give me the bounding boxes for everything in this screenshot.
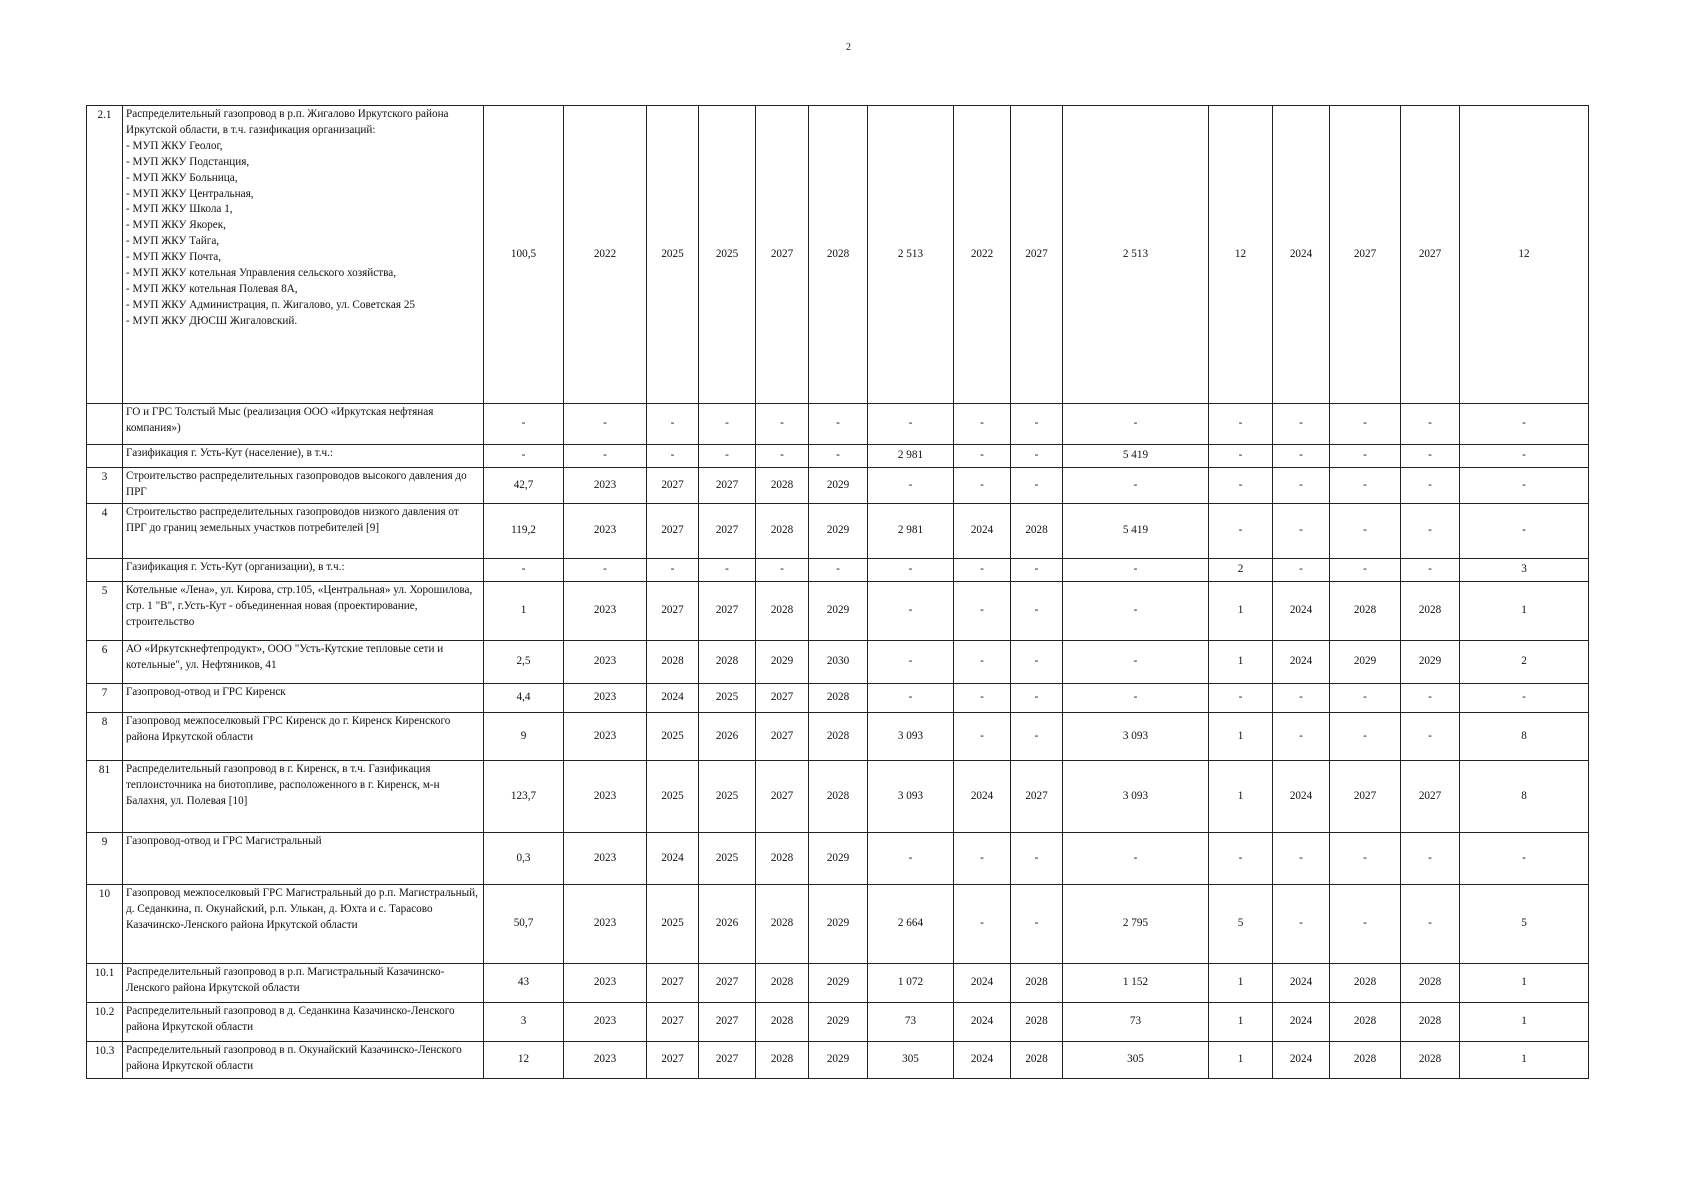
value-cell: - <box>1401 468 1460 504</box>
row-number-cell: 10.3 <box>87 1042 123 1079</box>
value-cell: 1 152 <box>1063 964 1209 1003</box>
value-cell: 2027 <box>699 582 756 641</box>
value-cell: 12 <box>484 1042 564 1079</box>
object-name-cell: ГО и ГРС Толстый Мыс (реализация ООО «Иркутская нефтяная компания») <box>123 404 484 445</box>
table-row <box>87 1003 1589 1042</box>
object-name-cell: Строительство распределительных газопроводов высокого давления до ПРГ <box>123 468 484 504</box>
value-cell: 2028 <box>1330 1042 1401 1079</box>
value-cell: - <box>1330 404 1401 445</box>
table-body <box>87 106 1589 1079</box>
value-cell: 2029 <box>1401 641 1460 684</box>
value-cell: 2028 <box>1011 1003 1063 1042</box>
object-name-cell: Газопровод межпоселковый ГРС Магистральный до р.п. Магистральный, д. Седанкина, п. Окунайский, р.п. Улькан, д. Юхта и с. Тарасово Казачинско-Ленского района Иркутской области <box>123 885 484 964</box>
row-number-cell <box>87 445 123 468</box>
value-cell: 2028 <box>809 684 868 713</box>
value-cell: 2028 <box>756 1003 809 1042</box>
value-cell: - <box>1209 504 1273 559</box>
value-cell: - <box>484 404 564 445</box>
value-cell: 43 <box>484 964 564 1003</box>
value-cell: - <box>1273 559 1330 582</box>
value-cell: - <box>868 641 954 684</box>
value-cell: 2023 <box>564 761 647 833</box>
value-cell: 2024 <box>954 504 1011 559</box>
value-cell: - <box>1330 713 1401 761</box>
object-name-cell: Газопровод-отвод и ГРС Киренск <box>123 684 484 713</box>
table-row <box>87 1042 1589 1079</box>
value-cell: - <box>1273 684 1330 713</box>
value-cell: 8 <box>1460 761 1589 833</box>
value-cell: 2029 <box>809 468 868 504</box>
value-cell: 1 <box>484 582 564 641</box>
value-cell: 50,7 <box>484 885 564 964</box>
value-cell: 1 <box>1460 1003 1589 1042</box>
value-cell: - <box>756 559 809 582</box>
value-cell: - <box>1401 504 1460 559</box>
value-cell: 2 795 <box>1063 885 1209 964</box>
value-cell: - <box>954 559 1011 582</box>
value-cell: 2026 <box>699 885 756 964</box>
value-cell: 2023 <box>564 504 647 559</box>
value-cell: 2023 <box>564 1003 647 1042</box>
value-cell: 1 <box>1209 761 1273 833</box>
value-cell: 12 <box>1460 106 1589 404</box>
value-cell: 2029 <box>809 833 868 885</box>
value-cell: - <box>868 559 954 582</box>
value-cell: - <box>1063 404 1209 445</box>
value-cell: 2024 <box>647 833 699 885</box>
value-cell: - <box>1011 713 1063 761</box>
value-cell: 2023 <box>564 964 647 1003</box>
table-row <box>87 404 1589 445</box>
value-cell: 2022 <box>954 106 1011 404</box>
value-cell: 1 <box>1209 582 1273 641</box>
value-cell: 8 <box>1460 713 1589 761</box>
object-name-cell: АО «Иркутскнефтепродукт», ООО "Усть-Кутские тепловые сети и котельные", ул. Нефтяников, 41 <box>123 641 484 684</box>
value-cell: - <box>1209 404 1273 445</box>
value-cell: 305 <box>868 1042 954 1079</box>
value-cell: 2025 <box>647 713 699 761</box>
value-cell: 2027 <box>647 1042 699 1079</box>
value-cell: 2027 <box>699 468 756 504</box>
value-cell: 2025 <box>647 761 699 833</box>
value-cell: - <box>647 559 699 582</box>
row-number-cell: 6 <box>87 641 123 684</box>
value-cell: 2028 <box>809 713 868 761</box>
value-cell: - <box>868 468 954 504</box>
value-cell: - <box>1011 684 1063 713</box>
object-name-cell: Газификация г. Усть-Кут (организации), в т.ч.: <box>123 559 484 582</box>
value-cell: - <box>1401 559 1460 582</box>
table-row <box>87 833 1589 885</box>
value-cell: 3 093 <box>1063 713 1209 761</box>
value-cell: 2023 <box>564 641 647 684</box>
value-cell: - <box>1460 684 1589 713</box>
table-row <box>87 684 1589 713</box>
value-cell: - <box>1011 641 1063 684</box>
value-cell: 2024 <box>1273 582 1330 641</box>
value-cell: - <box>809 404 868 445</box>
value-cell: - <box>1460 504 1589 559</box>
value-cell: - <box>1273 885 1330 964</box>
value-cell: 2024 <box>954 1042 1011 1079</box>
value-cell: 2027 <box>756 761 809 833</box>
value-cell: 2028 <box>1401 1042 1460 1079</box>
table-row <box>87 468 1589 504</box>
value-cell: 1 <box>1209 1003 1273 1042</box>
value-cell: 2024 <box>647 684 699 713</box>
value-cell: 2027 <box>647 582 699 641</box>
value-cell: 2028 <box>647 641 699 684</box>
row-number-cell: 9 <box>87 833 123 885</box>
value-cell: 2027 <box>1011 106 1063 404</box>
value-cell: 2028 <box>756 468 809 504</box>
value-cell: - <box>954 713 1011 761</box>
value-cell: 2027 <box>1401 761 1460 833</box>
value-cell: - <box>1063 684 1209 713</box>
value-cell: - <box>1063 582 1209 641</box>
object-name-cell: Котельные «Лена», ул. Кирова, стр.105, «Центральная» ул. Хорошилова, стр. 1 "В", г.Усть-Кут - объединенная новая (проектирование, строительство <box>123 582 484 641</box>
value-cell: - <box>1401 445 1460 468</box>
value-cell: - <box>1063 641 1209 684</box>
value-cell: - <box>484 559 564 582</box>
value-cell: 2027 <box>647 964 699 1003</box>
gas-pipeline-table <box>86 105 1589 1079</box>
value-cell: 2029 <box>1330 641 1401 684</box>
value-cell: - <box>1273 468 1330 504</box>
value-cell: 2028 <box>1330 964 1401 1003</box>
value-cell: - <box>1330 445 1401 468</box>
value-cell: 2023 <box>564 885 647 964</box>
value-cell: - <box>1273 445 1330 468</box>
value-cell: 2 513 <box>868 106 954 404</box>
value-cell: 2 981 <box>868 504 954 559</box>
row-number-cell: 7 <box>87 684 123 713</box>
value-cell: 2028 <box>1011 1042 1063 1079</box>
table-row <box>87 761 1589 833</box>
value-cell: 9 <box>484 713 564 761</box>
value-cell: - <box>647 445 699 468</box>
value-cell: - <box>1330 885 1401 964</box>
value-cell: 2027 <box>699 1003 756 1042</box>
value-cell: 2 <box>1209 559 1273 582</box>
row-number-cell: 10.2 <box>87 1003 123 1042</box>
value-cell: 2028 <box>756 582 809 641</box>
row-number-cell <box>87 559 123 582</box>
value-cell: - <box>1011 468 1063 504</box>
object-name-cell: Распределительный газопровод в р.п. Магистральный Казачинско-Ленского района Иркутской области <box>123 964 484 1003</box>
value-cell: 2,5 <box>484 641 564 684</box>
value-cell: - <box>1401 833 1460 885</box>
table-row <box>87 504 1589 559</box>
object-name-cell: Газификация г. Усть-Кут (население), в т.ч.: <box>123 445 484 468</box>
value-cell: 2027 <box>1330 761 1401 833</box>
object-name-cell: Распределительный газопровод в д. Седанкина Казачинско-Ленского района Иркутской области <box>123 1003 484 1042</box>
value-cell: - <box>809 559 868 582</box>
value-cell: 2029 <box>809 885 868 964</box>
value-cell: 2027 <box>699 1042 756 1079</box>
value-cell: 3 093 <box>868 713 954 761</box>
table-row <box>87 641 1589 684</box>
value-cell: 2030 <box>809 641 868 684</box>
value-cell: - <box>1273 504 1330 559</box>
row-number-cell: 3 <box>87 468 123 504</box>
value-cell: 1 <box>1460 582 1589 641</box>
value-cell: 2024 <box>954 1003 1011 1042</box>
value-cell: 3 <box>1460 559 1589 582</box>
value-cell: 73 <box>868 1003 954 1042</box>
value-cell: - <box>1460 445 1589 468</box>
value-cell: 2027 <box>647 504 699 559</box>
value-cell: - <box>1330 468 1401 504</box>
value-cell: 1 072 <box>868 964 954 1003</box>
value-cell: - <box>868 404 954 445</box>
value-cell: - <box>954 582 1011 641</box>
value-cell: 2027 <box>699 504 756 559</box>
value-cell: 2028 <box>756 504 809 559</box>
value-cell: - <box>699 559 756 582</box>
value-cell: 5 <box>1209 885 1273 964</box>
value-cell: 2028 <box>1401 1003 1460 1042</box>
value-cell: - <box>1330 559 1401 582</box>
value-cell: 2025 <box>699 106 756 404</box>
value-cell: 2023 <box>564 833 647 885</box>
row-number-cell: 5 <box>87 582 123 641</box>
value-cell: 2027 <box>1330 106 1401 404</box>
value-cell: - <box>1011 833 1063 885</box>
value-cell: 2029 <box>809 504 868 559</box>
value-cell: 2 513 <box>1063 106 1209 404</box>
value-cell: 2028 <box>756 833 809 885</box>
value-cell: 2027 <box>647 1003 699 1042</box>
value-cell: - <box>1401 684 1460 713</box>
value-cell: 2028 <box>1401 964 1460 1003</box>
value-cell: - <box>954 833 1011 885</box>
value-cell: - <box>1460 404 1589 445</box>
value-cell: 2022 <box>564 106 647 404</box>
value-cell: 2025 <box>647 885 699 964</box>
value-cell: - <box>1011 445 1063 468</box>
value-cell: 2028 <box>1330 582 1401 641</box>
row-number-cell: 10 <box>87 885 123 964</box>
value-cell: 2024 <box>1273 1042 1330 1079</box>
value-cell: - <box>1011 885 1063 964</box>
value-cell: - <box>1401 713 1460 761</box>
value-cell: - <box>1401 885 1460 964</box>
value-cell: - <box>647 404 699 445</box>
row-number-cell <box>87 404 123 445</box>
value-cell: - <box>1063 468 1209 504</box>
value-cell: 2027 <box>1401 106 1460 404</box>
value-cell: 2025 <box>699 833 756 885</box>
table-row <box>87 106 1589 404</box>
row-number-cell: 4 <box>87 504 123 559</box>
row-number-cell: 10.1 <box>87 964 123 1003</box>
value-cell: - <box>564 404 647 445</box>
value-cell: 2029 <box>809 1003 868 1042</box>
value-cell: - <box>484 445 564 468</box>
value-cell: 2027 <box>1011 761 1063 833</box>
value-cell: 2029 <box>809 964 868 1003</box>
value-cell: - <box>954 468 1011 504</box>
value-cell: 2026 <box>699 713 756 761</box>
row-number-cell: 81 <box>87 761 123 833</box>
value-cell: - <box>1011 404 1063 445</box>
value-cell: 100,5 <box>484 106 564 404</box>
value-cell: 2024 <box>954 761 1011 833</box>
value-cell: - <box>699 404 756 445</box>
value-cell: 0,3 <box>484 833 564 885</box>
value-cell: 2027 <box>647 468 699 504</box>
value-cell: 3 <box>484 1003 564 1042</box>
value-cell: 2028 <box>699 641 756 684</box>
value-cell: 2028 <box>809 761 868 833</box>
value-cell: 2023 <box>564 1042 647 1079</box>
value-cell: 2027 <box>756 106 809 404</box>
value-cell: 2023 <box>564 713 647 761</box>
value-cell: 42,7 <box>484 468 564 504</box>
page-number: 2 <box>846 42 851 53</box>
value-cell: - <box>1273 404 1330 445</box>
value-cell: - <box>1460 468 1589 504</box>
value-cell: - <box>1011 559 1063 582</box>
value-cell: 2024 <box>1273 1003 1330 1042</box>
value-cell: 4,4 <box>484 684 564 713</box>
value-cell: 2 664 <box>868 885 954 964</box>
value-cell: 2025 <box>699 761 756 833</box>
value-cell: 2 <box>1460 641 1589 684</box>
value-cell: 2027 <box>699 964 756 1003</box>
table-row <box>87 713 1589 761</box>
value-cell: - <box>1330 504 1401 559</box>
value-cell: - <box>1209 445 1273 468</box>
value-cell: 1 <box>1209 964 1273 1003</box>
value-cell: 2024 <box>1273 106 1330 404</box>
value-cell: 3 093 <box>868 761 954 833</box>
value-cell: - <box>1063 559 1209 582</box>
object-name-cell: Распределительный газопровод в г. Киренск, в т.ч. Газификация теплоисточника на биотопливе, расположенного в г. Киренск, м-н Балахня, ул. Полевая [10] <box>123 761 484 833</box>
value-cell: 2029 <box>756 641 809 684</box>
value-cell: - <box>1273 833 1330 885</box>
value-cell: - <box>1209 833 1273 885</box>
value-cell: 2028 <box>756 885 809 964</box>
row-number-cell: 8 <box>87 713 123 761</box>
value-cell: 2023 <box>564 582 647 641</box>
value-cell: - <box>564 445 647 468</box>
value-cell: - <box>756 404 809 445</box>
value-cell: - <box>1273 713 1330 761</box>
value-cell: - <box>868 684 954 713</box>
value-cell: 2024 <box>1273 641 1330 684</box>
value-cell: - <box>868 582 954 641</box>
value-cell: 2028 <box>809 106 868 404</box>
value-cell: - <box>1330 684 1401 713</box>
value-cell: 2029 <box>809 582 868 641</box>
value-cell: - <box>954 641 1011 684</box>
value-cell: 2027 <box>756 684 809 713</box>
value-cell: - <box>1330 833 1401 885</box>
value-cell: 2028 <box>1011 504 1063 559</box>
value-cell: 123,7 <box>484 761 564 833</box>
value-cell: - <box>756 445 809 468</box>
object-name-cell: Газопровод межпоселковый ГРС Киренск до г. Киренск Киренского района Иркутской области <box>123 713 484 761</box>
value-cell: 3 093 <box>1063 761 1209 833</box>
value-cell: 119,2 <box>484 504 564 559</box>
value-cell: - <box>954 445 1011 468</box>
value-cell: 12 <box>1209 106 1273 404</box>
table-row <box>87 559 1589 582</box>
value-cell: 2024 <box>954 964 1011 1003</box>
value-cell: 2029 <box>809 1042 868 1079</box>
value-cell: 2025 <box>699 684 756 713</box>
value-cell: - <box>1460 833 1589 885</box>
value-cell: 2028 <box>1401 582 1460 641</box>
value-cell: - <box>954 404 1011 445</box>
value-cell: 5 419 <box>1063 504 1209 559</box>
value-cell: 2023 <box>564 684 647 713</box>
value-cell: - <box>564 559 647 582</box>
value-cell: - <box>954 684 1011 713</box>
value-cell: 2024 <box>1273 964 1330 1003</box>
value-cell: - <box>1209 684 1273 713</box>
value-cell: - <box>699 445 756 468</box>
value-cell: 2027 <box>756 713 809 761</box>
row-number-cell: 2.1 <box>87 106 123 404</box>
value-cell: 5 <box>1460 885 1589 964</box>
object-name-cell: Газопровод-отвод и ГРС Магистральный <box>123 833 484 885</box>
table-row <box>87 582 1589 641</box>
value-cell: 2028 <box>756 964 809 1003</box>
value-cell: 2023 <box>564 468 647 504</box>
value-cell: 2028 <box>1011 964 1063 1003</box>
value-cell: 1 <box>1209 641 1273 684</box>
value-cell: - <box>809 445 868 468</box>
value-cell: 5 419 <box>1063 445 1209 468</box>
value-cell: - <box>954 885 1011 964</box>
value-cell: 1 <box>1460 1042 1589 1079</box>
table-row <box>87 885 1589 964</box>
value-cell: 1 <box>1460 964 1589 1003</box>
object-name-cell: Распределительный газопровод в р.п. Жигалово Иркутского района Иркутской области, в т.ч. газификация организаций: - МУП ЖКУ Геолог, - МУП ЖКУ Подстанция, - МУП ЖКУ Больница, - МУП ЖКУ Центральная, - МУП ЖКУ Школа 1, - МУП ЖКУ Якорек, - МУП ЖКУ Тайга, - МУП ЖКУ Почта, - МУП ЖКУ котельная Управления сельского хозяйства, - МУП ЖКУ котельная Полевая 8А, - МУП ЖКУ Администрация, п. Жигалово, ул. Советская 25 - МУП ЖКУ ДЮСШ Жигаловский. <box>123 106 484 404</box>
table-row <box>87 445 1589 468</box>
table-row <box>87 964 1589 1003</box>
value-cell: 305 <box>1063 1042 1209 1079</box>
value-cell: 1 <box>1209 713 1273 761</box>
value-cell: 2025 <box>647 106 699 404</box>
value-cell: 73 <box>1063 1003 1209 1042</box>
value-cell: - <box>1063 833 1209 885</box>
object-name-cell: Строительство распределительных газопроводов низкого давления от ПРГ до границ земельных участков потребителей [9] <box>123 504 484 559</box>
object-name-cell: Распределительный газопровод в п. Окунайский Казачинско-Ленского района Иркутской области <box>123 1042 484 1079</box>
value-cell: - <box>868 833 954 885</box>
value-cell: - <box>1209 468 1273 504</box>
value-cell: 2028 <box>756 1042 809 1079</box>
value-cell: 1 <box>1209 1042 1273 1079</box>
value-cell: 2024 <box>1273 761 1330 833</box>
value-cell: 2028 <box>1330 1003 1401 1042</box>
value-cell: - <box>1401 404 1460 445</box>
value-cell: 2 981 <box>868 445 954 468</box>
value-cell: - <box>1011 582 1063 641</box>
